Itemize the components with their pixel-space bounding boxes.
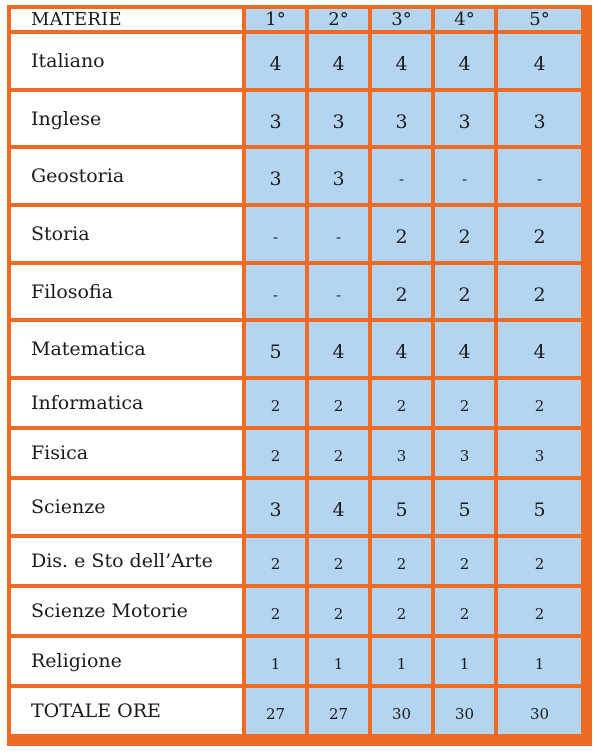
header-year-4: 4° (435, 9, 494, 30)
table-row (11, 207, 581, 261)
subject-name: Religione (11, 638, 242, 684)
subject-name: TOTALE ORE (11, 688, 242, 734)
subject-name: Filosofia (11, 265, 242, 319)
table-row (11, 688, 581, 734)
hours-cell-year-2: 2 (309, 380, 368, 426)
hours-cell-year-4: - (435, 149, 494, 203)
hours-cell-year-4: 1 (435, 638, 494, 684)
header-year-5: 5° (498, 9, 581, 30)
hours-cell-year-2: - (309, 265, 368, 319)
timetable-frame (7, 5, 592, 746)
hours-cell-year-4: 4 (435, 322, 494, 376)
hours-cell-year-5: 1 (498, 638, 581, 684)
hours-cell-year-3: 3 (372, 92, 431, 146)
hours-cell-year-4: 2 (435, 380, 494, 426)
hours-cell-year-3: 5 (372, 480, 431, 534)
hours-cell-year-2: 2 (309, 588, 368, 634)
subject-name: Scienze Motorie (11, 588, 242, 634)
hours-cell-year-3: 4 (372, 34, 431, 88)
hours-cell-year-1: 3 (246, 480, 305, 534)
hours-cell-year-4: 2 (435, 588, 494, 634)
table-row (11, 480, 581, 534)
hours-cell-year-1: 2 (246, 430, 305, 476)
hours-cell-year-5: 4 (498, 34, 581, 88)
table-row (11, 149, 581, 203)
header-row (11, 9, 581, 30)
header-year-1: 1° (246, 9, 305, 30)
hours-cell-year-3: 2 (372, 380, 431, 426)
hours-cell-year-1: 4 (246, 34, 305, 88)
hours-cell-year-1: - (246, 265, 305, 319)
hours-cell-year-2: 3 (309, 149, 368, 203)
hours-cell-year-5: 3 (498, 430, 581, 476)
hours-cell-year-5: 2 (498, 265, 581, 319)
subject-name: Storia (11, 207, 242, 261)
subject-name: Inglese (11, 92, 242, 146)
hours-cell-year-5: - (498, 149, 581, 203)
hours-cell-year-1: 1 (246, 638, 305, 684)
hours-cell-year-2: 2 (309, 538, 368, 584)
table-row (11, 588, 581, 634)
hours-cell-year-2: 4 (309, 322, 368, 376)
table-row (11, 638, 581, 684)
hours-cell-year-5: 4 (498, 322, 581, 376)
hours-cell-year-3: 4 (372, 322, 431, 376)
hours-cell-year-4: 2 (435, 265, 494, 319)
hours-cell-year-3: 2 (372, 538, 431, 584)
hours-cell-year-4: 5 (435, 480, 494, 534)
table-row (11, 34, 581, 88)
table-row (11, 380, 581, 426)
hours-cell-year-4: 30 (435, 688, 494, 734)
hours-cell-year-3: 1 (372, 638, 431, 684)
hours-cell-year-2: - (309, 207, 368, 261)
subject-name: Matematica (11, 322, 242, 376)
header-subject: MATERIE (11, 9, 242, 30)
subject-name: Italiano (11, 34, 242, 88)
subject-name: Geostoria (11, 149, 242, 203)
hours-cell-year-1: - (246, 207, 305, 261)
hours-cell-year-5: 2 (498, 380, 581, 426)
hours-cell-year-5: 2 (498, 207, 581, 261)
hours-cell-year-5: 5 (498, 480, 581, 534)
hours-cell-year-2: 4 (309, 480, 368, 534)
hours-cell-year-1: 3 (246, 92, 305, 146)
subject-name: Dis. e Sto dell’Arte (11, 538, 242, 584)
table-row (11, 538, 581, 584)
hours-cell-year-3: 3 (372, 430, 431, 476)
table-row (11, 92, 581, 146)
hours-cell-year-1: 3 (246, 149, 305, 203)
table-row (11, 322, 581, 376)
hours-cell-year-4: 2 (435, 538, 494, 584)
hours-cell-year-3: 2 (372, 588, 431, 634)
subject-name: Fisica (11, 430, 242, 476)
hours-cell-year-3: 2 (372, 265, 431, 319)
subject-name: Informatica (11, 380, 242, 426)
hours-cell-year-5: 3 (498, 92, 581, 146)
hours-cell-year-4: 2 (435, 207, 494, 261)
hours-cell-year-1: 2 (246, 588, 305, 634)
subject-name: Scienze (11, 480, 242, 534)
hours-cell-year-4: 3 (435, 430, 494, 476)
subjects-hours-table (7, 5, 585, 738)
hours-cell-year-4: 3 (435, 92, 494, 146)
table-row (11, 265, 581, 319)
hours-cell-year-3: 30 (372, 688, 431, 734)
hours-cell-year-1: 2 (246, 380, 305, 426)
hours-cell-year-2: 27 (309, 688, 368, 734)
hours-cell-year-5: 30 (498, 688, 581, 734)
table-row (11, 430, 581, 476)
hours-cell-year-3: 2 (372, 207, 431, 261)
hours-cell-year-1: 5 (246, 322, 305, 376)
hours-cell-year-5: 2 (498, 538, 581, 584)
hours-cell-year-1: 2 (246, 538, 305, 584)
hours-cell-year-2: 1 (309, 638, 368, 684)
hours-cell-year-2: 3 (309, 92, 368, 146)
hours-cell-year-2: 2 (309, 430, 368, 476)
hours-cell-year-2: 4 (309, 34, 368, 88)
hours-cell-year-1: 27 (246, 688, 305, 734)
hours-cell-year-3: - (372, 149, 431, 203)
header-year-2: 2° (309, 9, 368, 30)
hours-cell-year-5: 2 (498, 588, 581, 634)
hours-cell-year-4: 4 (435, 34, 494, 88)
header-year-3: 3° (372, 9, 431, 30)
